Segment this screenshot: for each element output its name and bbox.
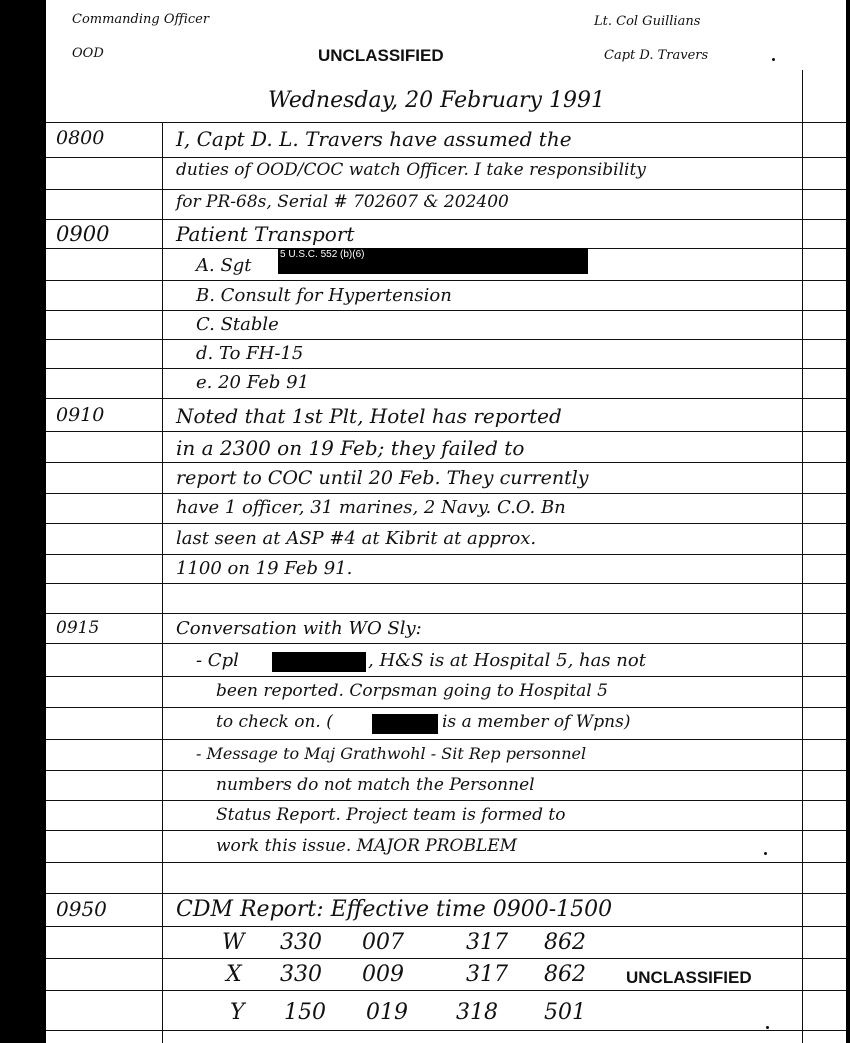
entry-line: e. 20 Feb 91 xyxy=(196,372,310,393)
rule-line xyxy=(46,958,846,959)
entry-line: last seen at ASP #4 at Kibrit at approx. xyxy=(176,528,537,549)
rule-line xyxy=(46,676,846,677)
rule-line xyxy=(46,310,846,311)
rule-line xyxy=(46,770,846,771)
rule-line xyxy=(46,431,846,432)
stray-mark xyxy=(764,852,767,855)
entry-line: duties of OOD/COC watch Officer. I take responsibility xyxy=(176,160,646,180)
entry-line: , H&S is at Hospital 5, has not xyxy=(368,650,646,671)
rule-line xyxy=(46,368,846,369)
entry-line: - Cpl xyxy=(196,650,239,671)
rule-line xyxy=(46,893,846,894)
stray-mark xyxy=(766,1026,769,1029)
entry-line: in a 2300 on 19 Feb; they failed to xyxy=(176,436,525,460)
cdm-cell: 009 xyxy=(362,962,404,987)
rule-line xyxy=(46,280,846,281)
rule-line xyxy=(46,523,846,524)
header-left-line1: Commanding Officer xyxy=(72,12,210,27)
entry-time: 0910 xyxy=(56,404,105,426)
entry-line: have 1 officer, 31 marines, 2 Navy. C.O. Bn xyxy=(176,497,566,518)
entry-line: d. To FH-15 xyxy=(196,343,304,364)
entry-line: to check on. ( xyxy=(216,712,333,732)
header-right-line1: Lt. Col Guillians xyxy=(594,14,701,29)
cdm-cell: Y xyxy=(230,1000,245,1025)
log-page xyxy=(46,0,846,1043)
entry-line: Status Report. Project team is formed to xyxy=(216,805,566,825)
rule-line xyxy=(46,862,846,863)
cdm-cell: W xyxy=(222,930,245,955)
rule-line xyxy=(46,800,846,801)
entry-time: 0900 xyxy=(56,222,110,246)
cdm-cell: 330 xyxy=(280,962,322,987)
margin-rule xyxy=(162,122,163,1043)
cdm-cell: 019 xyxy=(366,1000,408,1025)
entry-line: for PR-68s, Serial # 702607 & 202400 xyxy=(176,192,509,212)
entry-line: A. Sgt xyxy=(196,255,252,276)
classification-bottom: UNCLASSIFIED xyxy=(626,968,752,987)
cdm-cell: 501 xyxy=(544,1000,586,1025)
rule-line xyxy=(46,462,846,463)
header-left-line2: OOD xyxy=(72,46,104,61)
entry-line: report to COC until 20 Feb. They currently xyxy=(176,467,589,489)
cdm-cell: 317 xyxy=(466,930,508,955)
entry-time: 0915 xyxy=(56,618,100,638)
entry-line: I, Capt D. L. Travers have assumed the xyxy=(176,127,572,151)
rule-line xyxy=(46,157,846,158)
cdm-cell: X xyxy=(226,962,242,987)
redaction-box xyxy=(272,652,366,672)
entry-time: 0950 xyxy=(56,897,107,921)
rule-line xyxy=(46,219,846,220)
entry-line: Patient Transport xyxy=(176,222,355,246)
rule-line xyxy=(46,122,846,123)
redaction-box xyxy=(372,714,438,734)
rule-line xyxy=(46,339,846,340)
entry-line: work this issue. MAJOR PROBLEM xyxy=(216,836,518,856)
redaction-box: 5 U.S.C. 552 (b)(6) xyxy=(278,248,588,274)
entry-line: is a member of Wpns) xyxy=(442,712,631,732)
rule-line xyxy=(46,926,846,927)
rule-line xyxy=(46,398,846,399)
rule-line xyxy=(46,643,846,644)
cdm-cell: 862 xyxy=(544,962,586,987)
entry-line: 1100 on 19 Feb 91. xyxy=(176,558,353,579)
right-edge-rule xyxy=(802,70,803,1043)
cdm-cell: 318 xyxy=(456,1000,498,1025)
cdm-cell: 007 xyxy=(362,930,404,955)
stray-mark xyxy=(772,58,775,61)
cdm-cell: 150 xyxy=(284,1000,326,1025)
rule-line xyxy=(46,830,846,831)
rule-line xyxy=(46,493,846,494)
cdm-cell: 317 xyxy=(466,962,508,987)
cdm-cell: 862 xyxy=(544,930,586,955)
rule-line xyxy=(46,613,846,614)
cdm-cell: 330 xyxy=(280,930,322,955)
rule-line xyxy=(46,739,846,740)
rule-line xyxy=(46,1030,846,1031)
rule-line xyxy=(46,554,846,555)
entry-line: B. Consult for Hypertension xyxy=(196,285,452,306)
rule-line xyxy=(46,990,846,991)
entry-line: Conversation with WO Sly: xyxy=(176,618,422,639)
entry-line: been reported. Corpsman going to Hospital 5 xyxy=(216,681,608,701)
entry-line: - Message to Maj Grathwohl - Sit Rep personnel xyxy=(196,744,587,763)
rule-line xyxy=(46,707,846,708)
entry-line: CDM Report: Effective time 0900-1500 xyxy=(176,897,613,922)
entry-line: Noted that 1st Plt, Hotel has reported xyxy=(176,404,562,428)
entry-line: numbers do not match the Personnel xyxy=(216,775,535,795)
entry-line: C. Stable xyxy=(196,314,279,335)
rule-line xyxy=(46,583,846,584)
header-right-line2: Capt D. Travers xyxy=(604,48,709,63)
entry-time: 0800 xyxy=(56,127,105,149)
rule-line xyxy=(46,189,846,190)
date-heading: Wednesday, 20 February 1991 xyxy=(268,88,605,113)
classification-top: UNCLASSIFIED xyxy=(318,46,444,65)
